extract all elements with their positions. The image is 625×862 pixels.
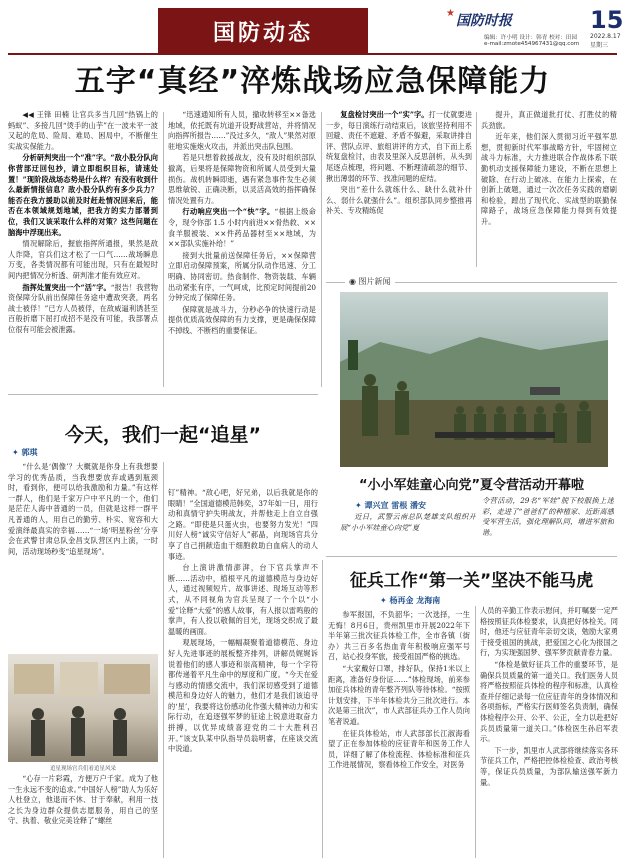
- lead-col4-para: 近年来，他们深入贯彻习近平强军思想，贯彻新时代军事战略方针，牢固树立战斗力标准，大力推进联合作战体系下联勤机动支援保障能力建设，不断在思想上破除、在行动上破冰、在能力上探索，在创新上破题，通过一次次任务实践的磨刷和检验，蹚出了现代化、实战型的联勤保障路子，战场应急保障能力得到有效提升。: [481, 132, 617, 226]
- lead-col4-para: 提升，真正做道批打仗、打胜仗的精兵劲旅。: [481, 110, 617, 130]
- feature-headline: 今天，我们一起“追星”: [65, 424, 261, 446]
- column-divider: [321, 112, 322, 387]
- recruit-headline: 征兵工作“第一关”坚决不能马虎: [349, 571, 594, 591]
- editors-line: 编辑：许小明 设计：韩青 校对：田园: [484, 35, 578, 41]
- picture-news-notes-left: [340, 512, 476, 552]
- lead-col-2: [168, 110, 316, 390]
- recruit-rule: [326, 556, 617, 557]
- feature-col2-para: 钉”精神。“敌心吧，好兄弟，以后我就是你的眼睛！”全国道德模范韩奕，37年如一日，用行动和真情守护失明战友，并帮他走上自立自强之路。“即使是只蛋火虫，也要努力发光！”四川好人榜“诚实守信好人”郝晶，向现场官兵分享了自己捐献造血干细胞救助白血病人的动人事迹。: [168, 488, 318, 561]
- picture-news-text: 近日，武警云南总队楚雄支队组织开展“小小军娃童心向党”夏: [340, 512, 476, 532]
- lead-col2-para: 接到大批量前送保障任务后，××保障营立即启动保障预案，所属分队动作迅速、分工明确、协同密切。热食制作、物资装载、车辆出动紧张有序，一气呵成，比预定时间提前20分钟完成了保障任务。: [168, 250, 316, 303]
- lead-col1-para: 情况解除后，握旅指挥所通报，果然是敌人诈降，官兵们这才松了一口气……战场瞬息万变，各类情况都有可能出现，只有在最短时间内把情况分析透、研判准才能有效应对。: [8, 239, 158, 280]
- lead-col3-para: 突出“差什么就练什么、缺什么就补什么、弱什么就强什么”。组织部队同步整推再补关、专攻精练促: [326, 185, 472, 216]
- picture-news-headline: “小小军娃童心向党”夏令营活动开幕啦: [358, 478, 585, 493]
- feature-col2-para: 台上演讲激情澎湃，台下官兵掌声不断……活动中，植根平凡的道德模范与身边好人，通过视频短片、故事讲述、现场互动等形式，从不同视角为官兵呈现了一个个以“小爱”诠释“大爱”的感人故事，有人报以雷鸣般的掌声，有人投以敬佩的目光，现场交织成了最温暖的画面。: [168, 563, 318, 636]
- summer-camp-photo: [340, 292, 608, 467]
- feature-col1-para: “什么是‘偶像’？大概就是你身上有我想要学习的优秀品质，当我想要放弃或遇到瓶颈时，看到你，便可以给我激励和力量。”有这样一群人，他们是千家万户中平凡的一个，他们是茫茫人海中普通的一员，但就是这样一群平凡普通的人，用自己的勤劳、朴实、宽容和大爱演绎最真实的幸福……“一场‘明星粉丝’分享会在武警甘肃总队金昌支队营区内上演，一时间，活动现场秒变“追星现场”。: [8, 462, 158, 556]
- column-divider: [163, 112, 164, 387]
- lead-col2-para: 行动响应突出一个“快”字。“根据上级命令，现令你部 1.5 小时内前进××骨热救、××食羊服被装、××件药品器材至××地域，为××部队实施补给！”: [168, 207, 316, 249]
- lead-col3-para: 复盘检讨突出一个“实”字。打一仗就要进一步，每日演练行动结束后，该旅坚持利用不回避、责任不遮避、矛盾不躲避，采取讲排自评、营队点评、旅组讲评的方式，自下而上系统复盘检讨，由表及里深入反思剖析，从头到尾逐点梳理，将问题、不断理清疏忽的细节、揪出薄弱的环节、找准问题的症结。: [326, 110, 472, 183]
- lead-col-3: [326, 110, 472, 270]
- photo-illustration: [340, 292, 608, 467]
- recruit-col1-para: 在征兵体检站，市人武部部长江淑海看望了正在参加体检的应征青年和医务工作人员，详细了解了体检流程、体检标准和征兵工作进展情况，察看体检工作安全，对医务: [328, 728, 470, 770]
- lead-col-4: [481, 110, 617, 270]
- lead-col2-para: 若是只想着救援战友，没有及时组织部队撤离，后果将是保障物资和所属人员受到大量损伤。战机转瞬即逝，遇有紧急事件发生必须思维敏锐、正确决断，以灵活高效的指挥确保情况处置有力。: [168, 153, 316, 205]
- lead-col1-para: 指挥处置突出一个“活”字。“报告！我营物资保障分队前出保障任务途中遭敌突袭，两名战士被俘！”已方人员被俘，在敌威逼利诱甚至百般折磨下屈打成招不是没有可能，我部署点位很有可能会被泄露。: [8, 282, 158, 334]
- picture-news-byline: ✦ 谭兴宣 雷根 潘安: [355, 501, 427, 510]
- lead-headline: 五字“真经”淬炼战场应急保障能力: [74, 64, 551, 99]
- feature-rule: [8, 394, 318, 395]
- recruit-col1-para: “大家戴好口罩，排好队，保持1米以上距离，准备好身份证……”体检现场，前来参加征兵体检的青年整齐列队等待体检。“按照计划安排，下半年体检共分三批次进行。本次是第三批次”，市人武部征兵办工作人员向笔者说道。: [328, 663, 470, 726]
- lead-col2-para: “迅速通知所有人员，撤收转移至××备选地域，依托既有坑道开设野战营站，并将情况向指挥所报告……”没过多久，“敌人”果然对原驻地实施炮火攻击，并派出突击队包围。: [168, 110, 316, 151]
- paper-logo: 国防时报: [456, 13, 512, 29]
- picture-news-text: 令营活动，29名“军娃”脱下校服换上迷彩，走进了“爸爸们”的种植家、近距离感受军营生活，强化理解队同，增进军旅和谐。: [482, 496, 614, 537]
- page-number: 15: [590, 6, 624, 34]
- photo-illustration: [8, 654, 158, 762]
- feature-col2-para: 观展现场，一幅幅凝聚着道德模范、身边好人先进事迹的展板整齐排列，讲解员娓娓诉说着他们的感人事迹和崇高精神，每一个字符都传递着平凡生命中的厚度和广度。“今天在爱与感动的情感交流中，我们深切感受到了道德模范和身边好人的魅力，他们才是我们该追寻的‘星’，我要将这份感动化作强大精神动力和实际行动，在追逐强军梦的征途上锐意进取奋力拼搏，以优异成绩喜迎党的二十大胜利召开。”该支队某中队指导员翁明睿，在座谈交流中说道。: [168, 638, 318, 754]
- issue-weekday: 星期三: [590, 42, 609, 49]
- recruit-col-1: [328, 610, 470, 858]
- feature-col-2: [168, 488, 318, 858]
- recruit-col2-para: 下一步，凯里市人武部将继续落实各环节征兵工作，严格把控体检检查、政治考核等，保证兵员质量，为部队输送强军新力量。: [480, 745, 618, 787]
- picture-news-notes-right: [482, 496, 614, 552]
- feature-col-1: [8, 462, 158, 652]
- column-divider: [163, 462, 164, 858]
- star-icon: ★: [446, 8, 455, 19]
- lead-col2-para: 保障就是战斗力，分秒必争的快速行动是提供优质高效保障的有力支撑，更是确保保障不掉线、不断档的重要保证。: [168, 304, 316, 335]
- picture-news-tag: ◉ 图片新闻: [345, 276, 395, 287]
- lead-col-1: [8, 110, 158, 390]
- recruit-col2-para: 人员的辛勤工作表示慰问，并叮嘱要一定严格按照征兵体检要求，认真把好体检关。同时，他还与应征青年亲切交谈，勉励大家勇于接受祖国的挑战，把爱国之心化为报国之行，为实现强国梦、强军梦贡献青春力量。: [480, 606, 618, 658]
- email-line: e-mail:zmote454967431@qq.com: [484, 41, 580, 47]
- recruit-byline: ✦ 杨再金 龙海南: [380, 596, 441, 605]
- feature-photo: [8, 654, 158, 762]
- feature-photo-caption: 追星现场官兵们看追星风采: [49, 766, 116, 772]
- recruit-col1-para: 参军报国，不负韶华；一次选择，一生无悔！8月6日，贵州凯里市开展2022年下半年第三批次征兵体检工作，全市各镇（街办）共三百多名热血青年积极响应强军号召，站心投身军旅，接受祖国严格的挑选。: [328, 610, 470, 662]
- feature-col-1b: [8, 774, 158, 858]
- camera-icon: ◉: [349, 277, 359, 286]
- column-divider: [476, 112, 477, 267]
- lead-col1-para: 分析研判突出一个“准”字。“敌小股分队向你营部迂回包抄，请立即组织目标，请速处置！”现阶段战场态势是什么样？有没有收到什么最新情报信息？敌小股分队约有多少兵力？能否在我方援助以前及时赶赴情况回来后，能否在本领域规划地域，把我方的实力部署到位，我们又该采取什么样的对策？这些问题在脑海中浮现出来。: [8, 153, 158, 237]
- column-divider: [475, 606, 476, 858]
- section-title: 国防动态: [158, 8, 368, 54]
- column-divider: [322, 560, 323, 858]
- recruit-col-2: [480, 606, 618, 858]
- issue-date: 2022.8.17: [590, 33, 621, 40]
- recruit-col2-para: “体检是做好征兵工作的重要环节，是确保兵员质量的第一道关口。我们医务人员将严格按照征兵体检的程序和标准，认真检查并仔细记录每一位应征青年的身体情况和各项指标，严格实行医师签名负责制，确保体检程序公开、公平、公正，全力以赴把好兵员质量第一道关口。”体检医生孙启军表示。: [480, 659, 618, 744]
- feature-col1-para: “心存一片彩霞，方便万户千家。成为了他一生永远不变的追求。”中国好人榜”助人为乐好人杜登立，他退而不休、甘于奉献，利用一技之长为身边群众提供志愿服务，用自己的坚守、执着、敬业完美诠释了“螺丝: [8, 774, 158, 826]
- feature-byline: ✦ 郭琪: [12, 448, 38, 457]
- lead-col1-para: ◀◀ 王锋 田楠 让官兵多当几回“热锅上的蚂蚁”、多接几回“烫手的山芋”在一波未平一波又起的危局、险局、难局、困局中，不断催生实战实保能力。: [8, 110, 158, 151]
- header-rule: [8, 53, 617, 55]
